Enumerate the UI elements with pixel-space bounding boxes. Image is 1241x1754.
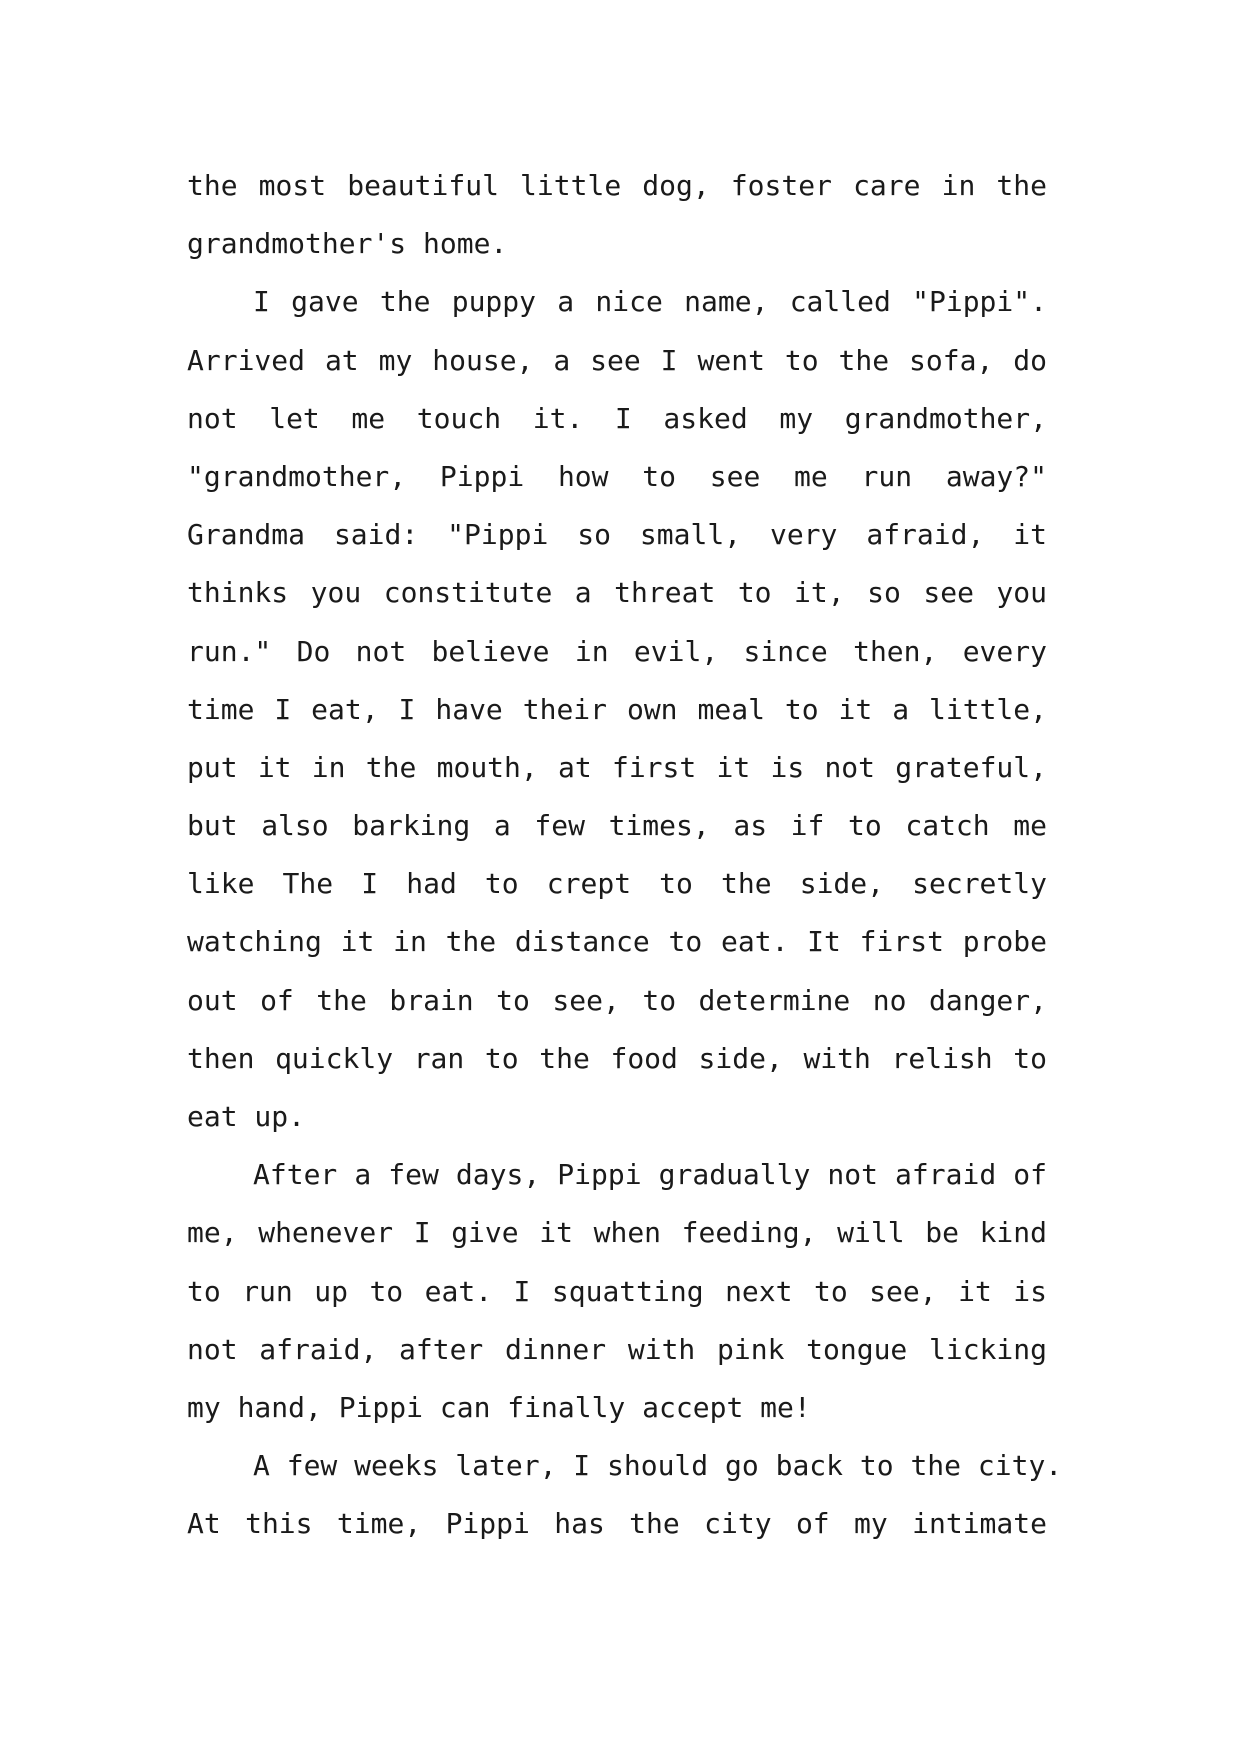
text-line: run." Do not believe in evil, since then, every [187,634,1047,668]
text-line: watching it in the distance to eat. It first probe [187,925,1047,959]
paragraph-start-line: After a few days, Pippi gradually not afraid of [253,1158,1047,1192]
text-line: Grandma said: "Pippi so small, very afraid, it [187,518,1047,552]
text-line: not let me touch it. I asked my grandmother, [187,401,1047,435]
text-line: grandmother's home. [187,227,508,261]
text-line: the most beautiful little dog, foster care in the [187,169,1047,202]
text-line: At this time, Pippi has the city of my intimate [187,1507,1047,1541]
text-line: then quickly ran to the food side, with relish to [187,1041,1047,1075]
text-line: out of the brain to see, to determine no danger, [187,983,1047,1017]
text-line: "grandmother, Pippi how to see me run away?" [187,459,1047,493]
text-line: thinks you constitute a threat to it, so see you [187,576,1047,610]
text-line: not afraid, after dinner with pink tongue licking [187,1332,1047,1366]
text-line: Arrived at my house, a see I went to the sofa, do [187,343,1047,377]
text-line: my hand, Pippi can finally accept me! [187,1390,811,1424]
paragraph-start-line: A few weeks later, I should go back to the city. [253,1449,1063,1483]
paragraph-start-line: I gave the puppy a nice name, called "Pippi". [253,285,1047,319]
text-line: but also barking a few times, as if to catch me [187,809,1047,843]
text-line: me, whenever I give it when feeding, will be kind [187,1216,1047,1250]
text-line: time I eat, I have their own meal to it a little, [187,692,1047,726]
text-line: to run up to eat. I squatting next to see, it is [187,1274,1047,1308]
text-line: put it in the mouth, at first it is not grateful, [187,750,1047,784]
text-line: eat up. [187,1100,306,1133]
text-line: like The I had to crept to the side, secretly [187,867,1047,901]
story-body [187,157,1063,1554]
